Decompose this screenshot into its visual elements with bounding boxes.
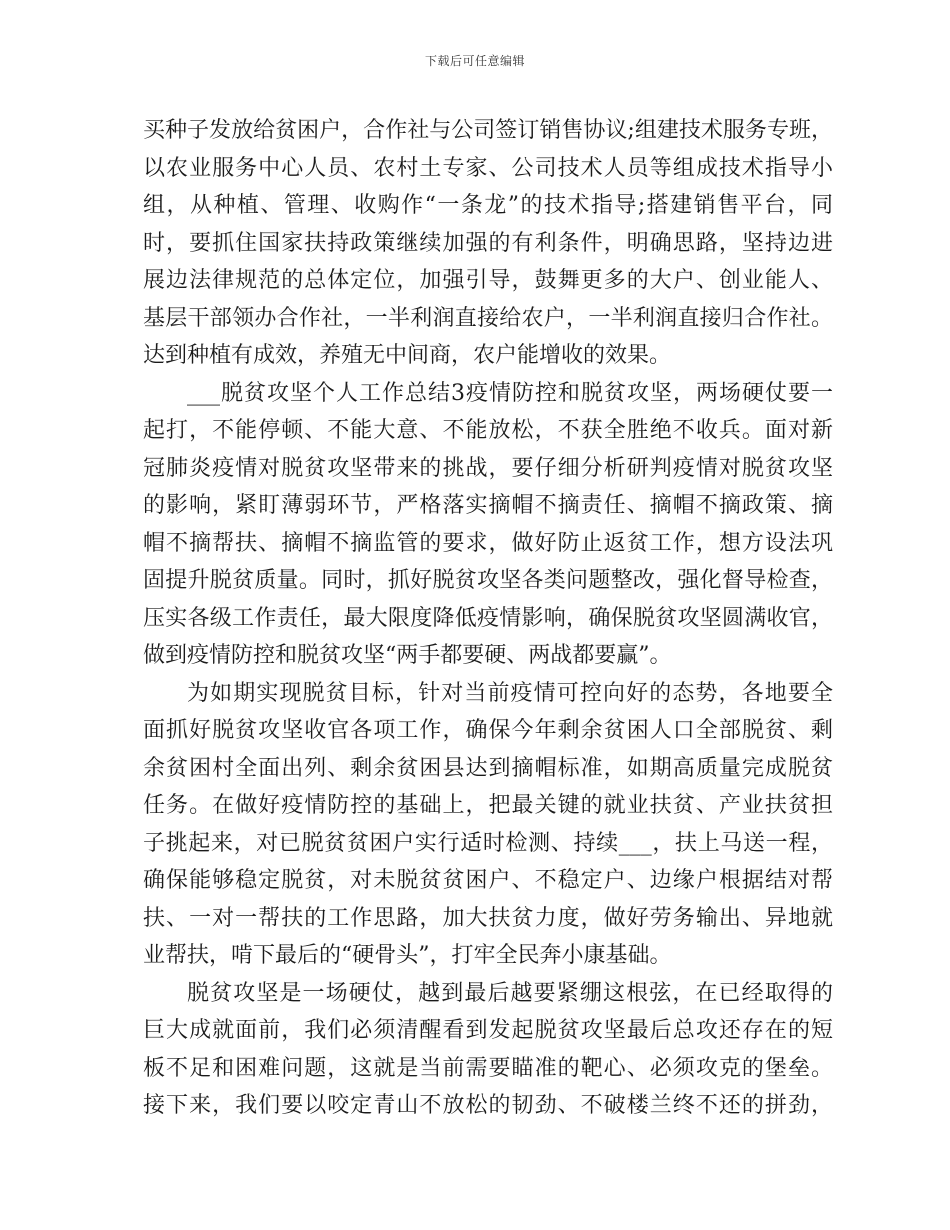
text-line: 固提升脱贫质量。同时，抓好脱贫攻坚各类问题整改，强化督导检查，: [143, 568, 833, 593]
text-line: 任务。在做好疫情防控的基础上，把最关键的就业扶贫、产业扶贫担: [143, 793, 833, 818]
document-body: [143, 112, 833, 1125]
text-line: 达到种植有成效，养殖无中间商，农户能增收的效果。: [143, 343, 672, 368]
paragraph: [143, 675, 833, 975]
text-line: 余贫困村全面出列、剩余贫困县达到摘帽标准，如期高质量完成脱贫: [143, 755, 833, 781]
text-line: 时，要抓住国家扶持政策继续加强的有利条件，明确思路，坚持边进: [143, 230, 833, 256]
text-line: 冠肺炎疫情对脱贫攻坚带来的挑战，要仔细分析研判疫情对脱贫攻坚: [143, 455, 833, 481]
paragraph: [143, 112, 833, 375]
text-line: 巨大成就面前，我们必须清醒看到发起脱贫攻坚最后总攻还存在的短: [143, 1018, 833, 1043]
text-line: 确保能够稳定脱贫，对未脱贫贫困户、不稳定户、边缘户根据结对帮: [143, 868, 833, 893]
text-line: 基层干部领办合作社，一半利润直接给农户，一半利润直接归合作社。: [143, 305, 833, 331]
text-line: 起打，不能停顿、不能大意、不能放松，不获全胜绝不收兵。面对新: [143, 418, 833, 443]
text-line: 以农业服务中心人员、农村土专家、公司技术人员等组成技术指导小: [143, 155, 833, 181]
text-line: 业帮扶，啃下最后的“硬骨头”，打牢全民奔小康基础。: [143, 943, 672, 968]
text-line: 压实各级工作责任，最大限度降低疫情影响，确保脱贫攻坚圆满收官，: [143, 605, 833, 631]
text-line: 的影响，紧盯薄弱环节，严格落实摘帽不摘责任、摘帽不摘政策、摘: [143, 493, 833, 518]
text-line: 板不足和困难问题，这就是当前需要瞄准的靶心、必须攻克的堡垒。: [143, 1055, 833, 1081]
text-line: 买种子发放给贫困户，合作社与公司签订销售协议;组建技术服务专班，: [143, 118, 833, 143]
text-line: 组，从种植、管理、收购作“一条龙”的技术指导;搭建销售平台，同: [143, 193, 833, 218]
text-line: 做到疫情防控和脱贫攻坚“两手都要硬、两战都要赢”。: [143, 643, 672, 668]
paragraph: [143, 375, 833, 675]
paragraph: [143, 975, 833, 1125]
text-line: 为如期实现脱贫目标，针对当前疫情可控向好的态势，各地要全: [187, 680, 833, 706]
text-line: ___脱贫攻坚个人工作总结3疫情防控和脱贫攻坚，两场硬仗要一: [187, 380, 833, 406]
text-line: 面抓好脱贫攻坚收官各项工作，确保今年剩余贫困人口全部脱贫、剩: [143, 718, 833, 743]
text-line: 接下来，我们要以咬定青山不放松的韧劲、不破楼兰终不还的拼劲，: [143, 1093, 833, 1118]
page-header: 下载后可任意编辑: [424, 54, 525, 68]
text-line: 帽不摘帮扶、摘帽不摘监管的要求，做好防止返贫工作，想方设法巩: [143, 530, 833, 556]
text-line: 展边法律规范的总体定位，加强引导，鼓舞更多的大户、创业能人、: [143, 268, 833, 293]
text-line: 扶、一对一帮扶的工作思路，加大扶贫力度，做好劳务输出、异地就: [143, 905, 833, 931]
text-line: 子挑起来，对已脱贫贫困户实行适时检测、持续___，扶上马送一程，: [143, 830, 833, 856]
text-line: 脱贫攻坚是一场硬仗，越到最后越要紧绷这根弦，在已经取得的: [187, 980, 833, 1006]
